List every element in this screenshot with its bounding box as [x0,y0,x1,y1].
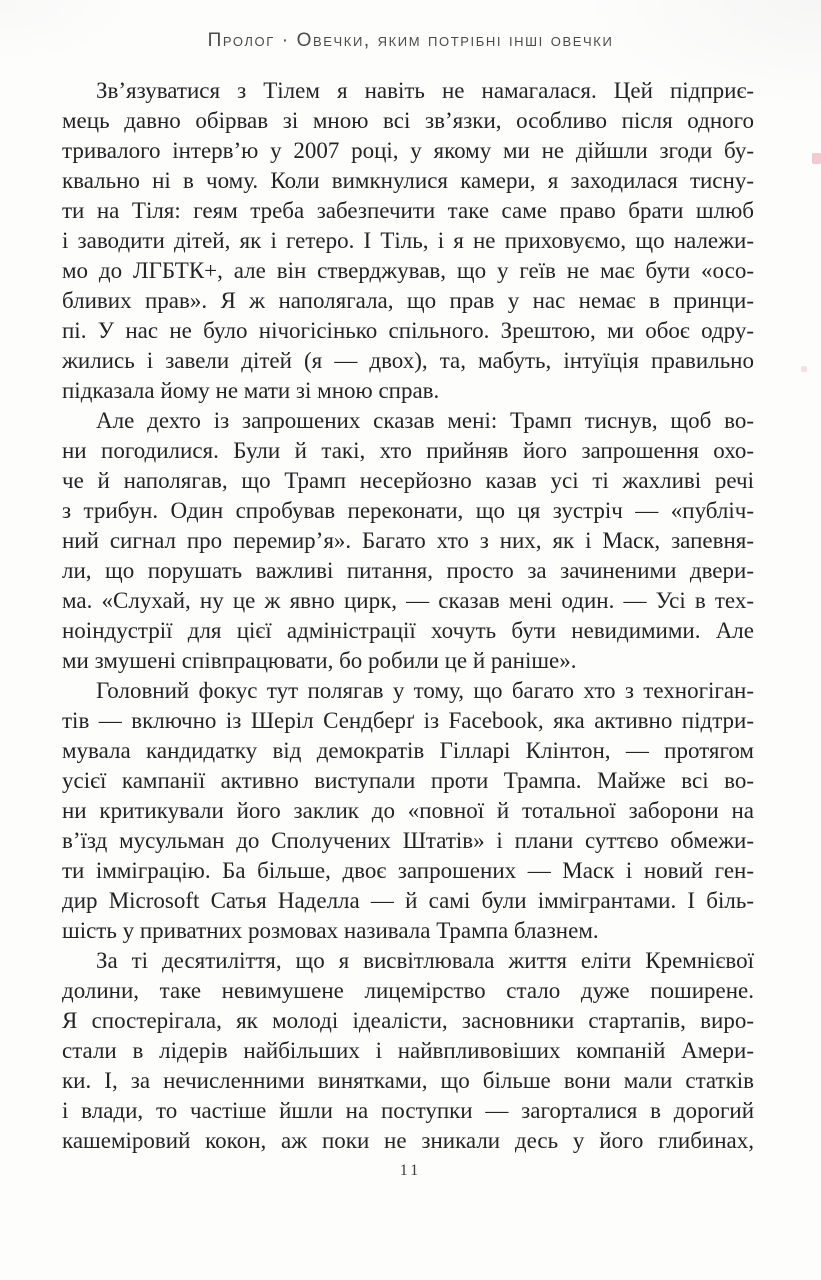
text-line: і заводити дітей, як і гетеро. І Тіль, і я не приховуємо, що належи- [62,228,754,253]
text-line: жились і завели дітей (я — двох), та, мабуть, інтуїція правильно [62,348,754,373]
body-text [62,76,754,1156]
text-line: Головний фокус тут полягав у тому, що багато хто з техногіган- [96,678,754,703]
scan-edge-mark [812,153,821,164]
scan-edge-mark [801,366,807,372]
page-number: 11 [399,1162,422,1179]
text-line: тів — включно із Шеріл Сендберґ із Facebook, яка активно підтри- [62,708,754,733]
text-line: Я спостерігала, як молоді ідеалісти, засновники стартапів, виро- [62,1008,754,1033]
text-line: ни критикували його заклик до «повної й тотальної заборони на [62,798,754,823]
running-header: Пролог · Овечки, яким потрібні інші овечки [207,30,614,51]
text-line: ми змушені співпрацювати, бо робили це й раніше». [62,648,577,673]
text-line: мувала кандидатку від демократів Гілларі Клінтон, — протягом [62,738,754,763]
text-line: бливих прав». Я ж наполягала, що прав у нас немає в принци- [62,288,754,313]
text-line: стали в лідерів найбільших і найвпливовіших компаній Амери- [62,1038,754,1063]
text-line: долини, таке невимушене лицемірство стало дуже поширене. [62,978,754,1003]
text-line: пі. У нас не було нічогісінько спільного. Зрештою, ми обоє одру- [62,318,754,343]
text-line: мець давно обірвав зі мною всі зв’язки, особливо після одного [62,108,754,133]
text-line: ний сигнал про перемир’я». Багато хто з них, як і Маск, запевня- [62,528,754,553]
text-line: За ті десятиліття, що я висвітлювала життя еліти Кремнієвої [96,948,754,973]
text-line: квально ні в чому. Коли вимкнулися камери, я заходилася тисну- [62,168,754,193]
text-line: з трибун. Один спробував переконати, що ця зустріч — «публіч- [62,498,754,523]
text-line: ма. «Слухай, ну це ж явно цирк, — сказав мені один. — Усі в тех- [62,588,754,613]
text-line: підказала йому не мати зі мною справ. [62,378,440,403]
text-line: кашеміровий кокон, аж поки не зникали десь у його глибинах, [62,1128,754,1153]
text-line: ни погодилися. Були й такі, хто прийняв його запрошення охо- [62,438,754,463]
text-line: в’їзд мусульман до Сполучених Штатів» і плани суттєво обмежи- [62,828,754,853]
text-line: че й наполягав, що Трамп несерйозно казав усі ті жахливі речі [62,468,754,493]
text-line: Зв’язуватися з Тілем я навіть не намагалася. Цей підприє- [96,78,754,103]
text-line: ти імміграцію. Ба більше, двоє запрошених — Маск і новий ген- [62,858,754,883]
text-line: шість у приватних розмовах називала Трампа блазнем. [62,918,599,943]
text-line: і влади, то частіше йшли на поступки — загорталися в дорогий [62,1098,754,1123]
text-line: дир Microsoft Сатья Наделла — й самі були іммігрантами. І біль- [62,888,754,913]
text-line: ки. І, за нечисленними винятками, що більше вони мали статків [62,1068,754,1093]
text-line: мо до ЛГБТК+, але він стверджував, що у геїв не має бути «осо- [62,258,754,283]
text-line: Але дехто із запрошених сказав мені: Трамп тиснув, щоб во- [96,408,754,433]
text-line: тривалого інтерв’ю у 2007 році, у якому ми не дійшли згоди бу- [62,138,754,163]
text-line: ноіндустрії для цієї адміністрації хочуть бути невидимими. Але [62,618,754,643]
text-line: усієї кампанії активно виступали проти Трампа. Майже всі во- [62,768,754,793]
text-line: ли, що порушать важливі питання, просто за зачиненими двери- [62,558,754,583]
text-line: ти на Тіля: геям треба забезпечити таке саме право брати шлюб [62,198,754,223]
